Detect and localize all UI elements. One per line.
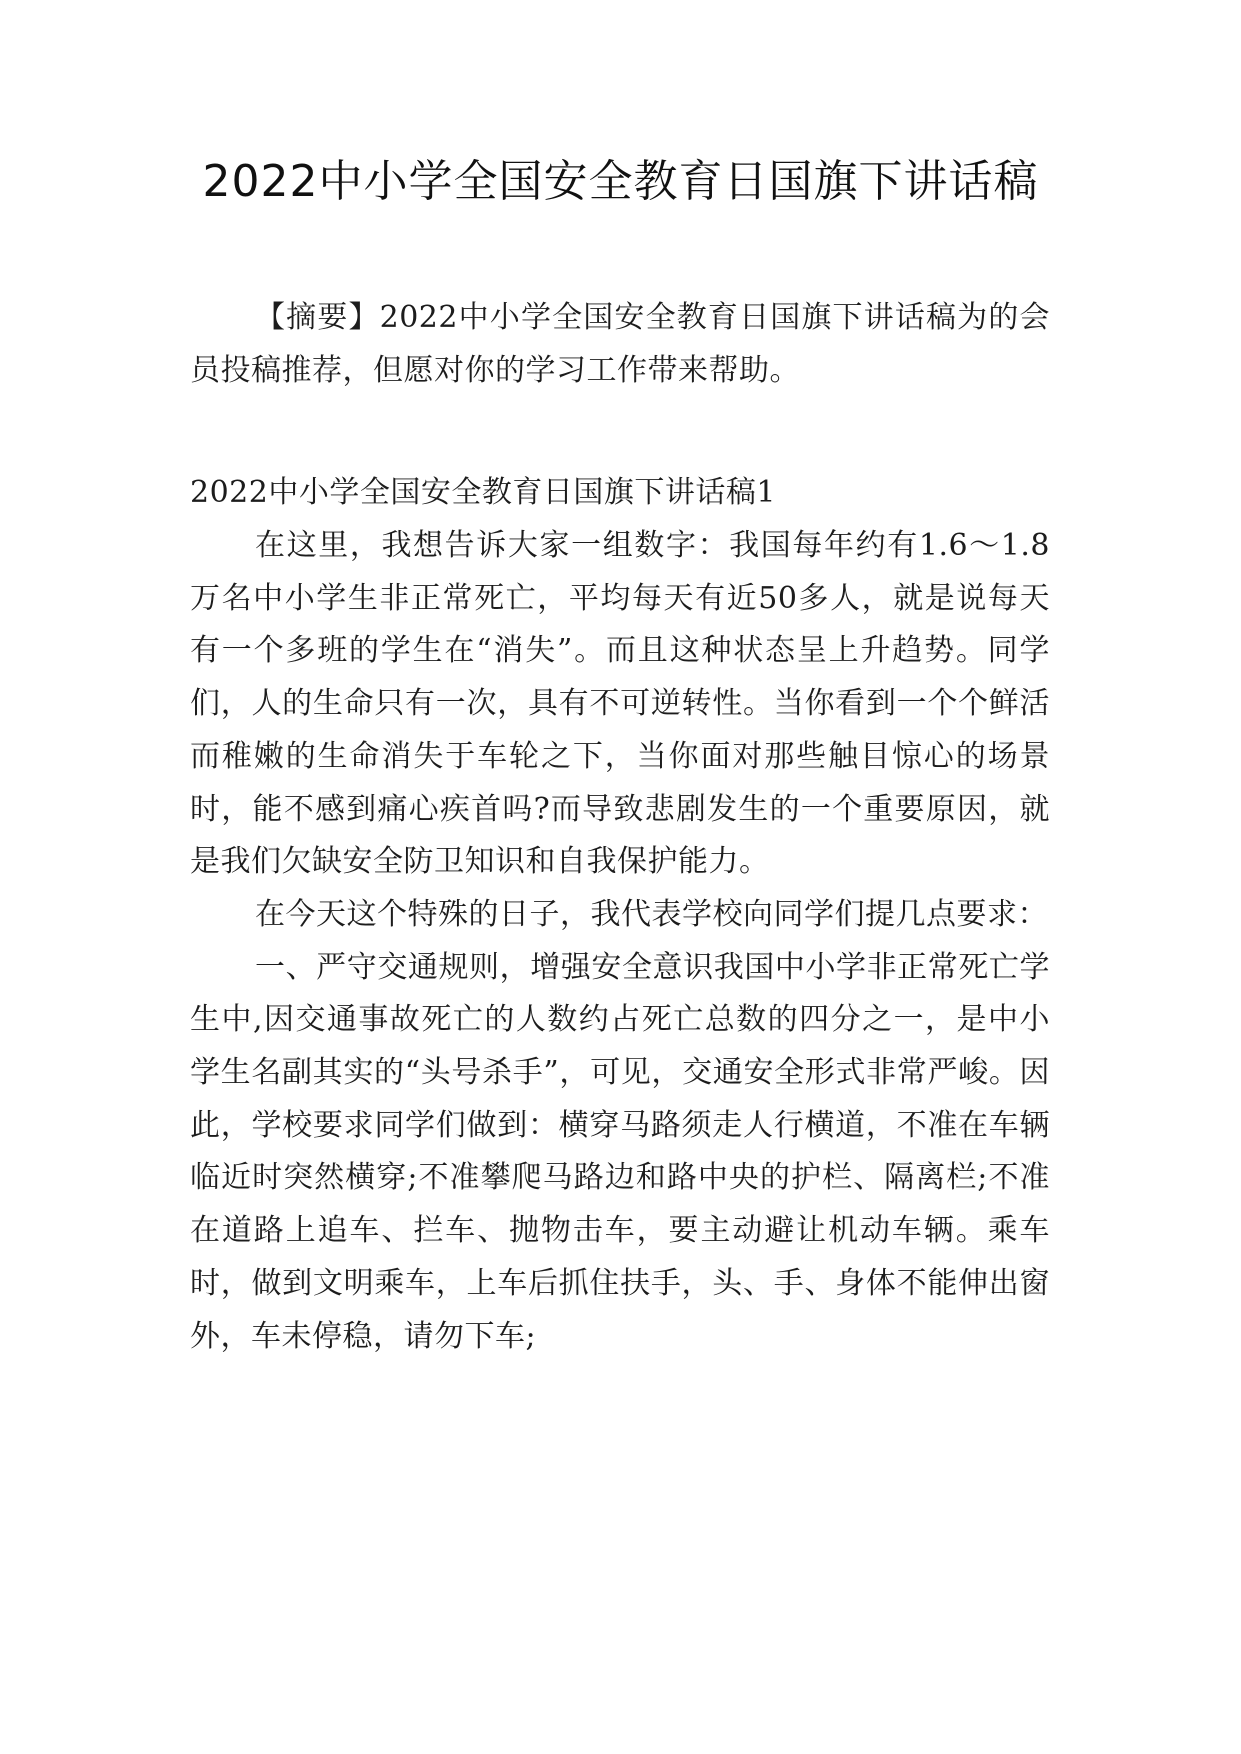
abstract-paragraph: 【摘要】2022中小学全国安全教育日国旗下讲话稿为的会员投稿推荐，但愿对你的学习工作带来帮助。 bbox=[190, 300, 1050, 388]
speech-body bbox=[190, 520, 1050, 1363]
body-paragraph: 在这里，我想告诉大家一组数字：我国每年约有1.6～1.8万名中小学生非正常死亡，平均每天有近50多人，就是说每天有一个多班的学生在“消失”。而且这种状态呈上升趋势。同学们，人的生命只有一次，具有不可逆转性。当你看到一个个鲜活而稚嫩的生命消失于车轮之下，当你面对那些触目惊心的场景时，能不感到痛心疾首吗?而导致悲剧发生的一个重要原因，就是我们欠缺安全防卫知识和自我保护能力。 bbox=[190, 528, 1050, 880]
body-paragraph: 一、严守交通规则，增强安全意识我国中小学非正常死亡学生中,因交通事故死亡的人数约占死亡总数的四分之一，是中小学生名副其实的“头号杀手”，可见，交通安全形式非常严峻。因此，学校要求同学们做到：横穿马路须走人行横道，不准在车辆临近时突然横穿;不准攀爬马路边和路中央的护栏、隔离栏;不准在道路上追车、拦车、抛物击车，要主动避让机动车辆。乘车时，做到文明乘车，上车后抓住扶手，头、手、身体不能伸出窗外，车未停稳，请勿下车; bbox=[190, 949, 1050, 1354]
document-title: 2022中小学全国安全教育日国旗下讲话稿 bbox=[202, 156, 1039, 207]
body-paragraph: 在今天这个特殊的日子，我代表学校向同学们提几点要求： bbox=[255, 896, 1048, 932]
section-heading: 2022中小学全国安全教育日国旗下讲话稿1 bbox=[190, 475, 776, 510]
